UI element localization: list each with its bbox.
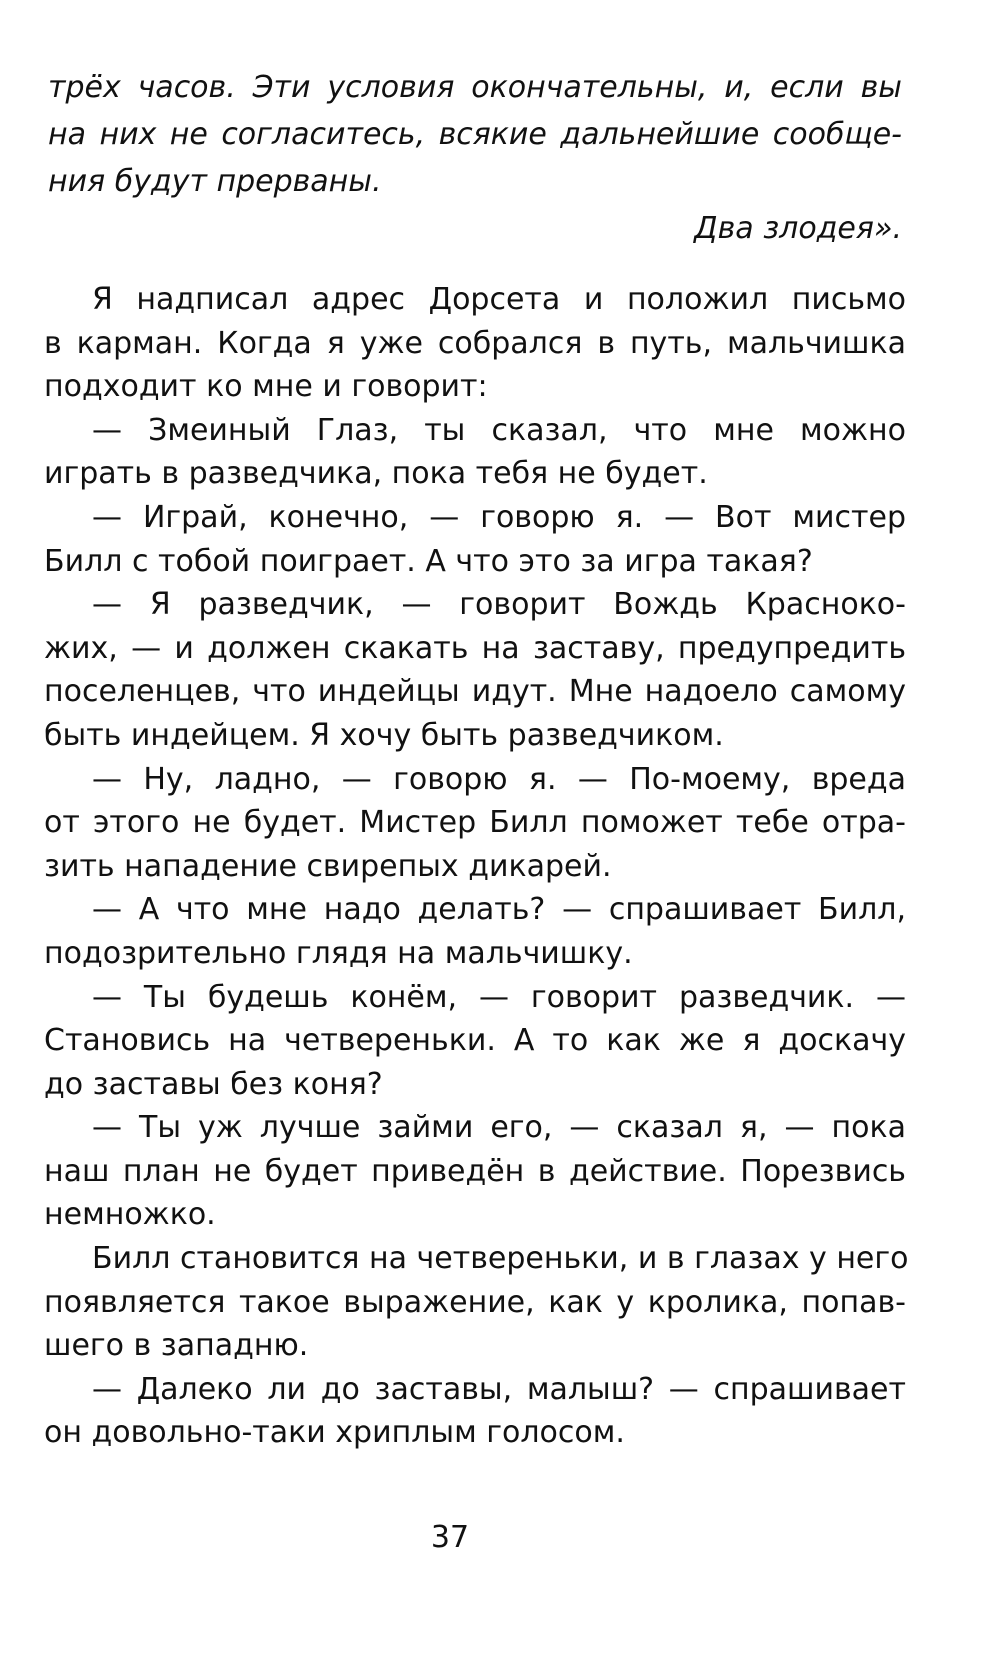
text-line: Становись на четвереньки. А то как же я доскачу: [44, 1023, 906, 1059]
text-line: в карман. Когда я уже собрался в путь, мальчишка: [44, 325, 906, 361]
text-line: до заставы без коня?: [44, 1066, 383, 1102]
letter-line: на них не согласитесь, всякие дальнейшие сообще-: [48, 117, 902, 152]
page-number: 37: [430, 1520, 470, 1555]
letter-signature: Два злодея».: [694, 211, 902, 246]
letter-line: ния будут прерваны.: [48, 164, 382, 199]
text-line: быть индейцем. Я хочу быть разведчиком.: [44, 717, 724, 753]
text-line: — Ты уж лучше займи его, — сказал я, — пока: [92, 1110, 906, 1146]
text-line: — Змеиный Глаз, ты сказал, что мне можно: [92, 412, 906, 448]
text-line: появляется такое выражение, как у кролика, попав-: [44, 1284, 906, 1320]
text-line: подходит ко мне и говорит:: [44, 369, 488, 405]
text-line: Билл с тобой поиграет. А что это за игра такая?: [44, 543, 813, 579]
text-line: — Я разведчик, — говорит Вождь Красноко-: [92, 587, 906, 623]
text-line: зить нападение свирепых дикарей.: [44, 848, 612, 884]
text-line: от этого не будет. Мистер Билл поможет тебе отра-: [44, 805, 906, 841]
text-line: он довольно-таки хриплым голосом.: [44, 1415, 625, 1451]
text-line: жих, — и должен скакать на заставу, предупредить: [44, 630, 906, 666]
text-line: — Ты будешь конём, — говорит разведчик. —: [92, 979, 906, 1015]
text-line: — Играй, конечно, — говорю я. — Вот мистер: [92, 499, 906, 535]
text-line: наш план не будет приведён в действие. Порезвись: [44, 1153, 906, 1189]
letter-text: [48, 64, 902, 252]
text-line: Я надписал адрес Дорсета и положил письмо: [92, 282, 906, 317]
text-line: — Ну, ладно, — говорю я. — По-моему, вреда: [92, 761, 906, 797]
text-line: шего в западню.: [44, 1328, 309, 1364]
text-line: поселенцев, что индейцы идут. Мне надоело самому: [44, 674, 906, 710]
letter-line: трёх часов. Эти условия окончательны, и, если вы: [48, 70, 902, 105]
text-line: немножко.: [44, 1197, 216, 1233]
text-line: Билл становится на четвереньки, и в глазах у него: [92, 1241, 909, 1277]
text-line: — Далеко ли до заставы, малыш? — спрашивает: [92, 1371, 906, 1407]
text-line: подозрительно глядя на мальчишку.: [44, 935, 633, 971]
story-text: [44, 278, 909, 1455]
text-line: играть в разведчика, пока тебя не будет.: [44, 456, 708, 492]
text-line: — А что мне надо делать? — спрашивает Билл,: [92, 892, 906, 928]
